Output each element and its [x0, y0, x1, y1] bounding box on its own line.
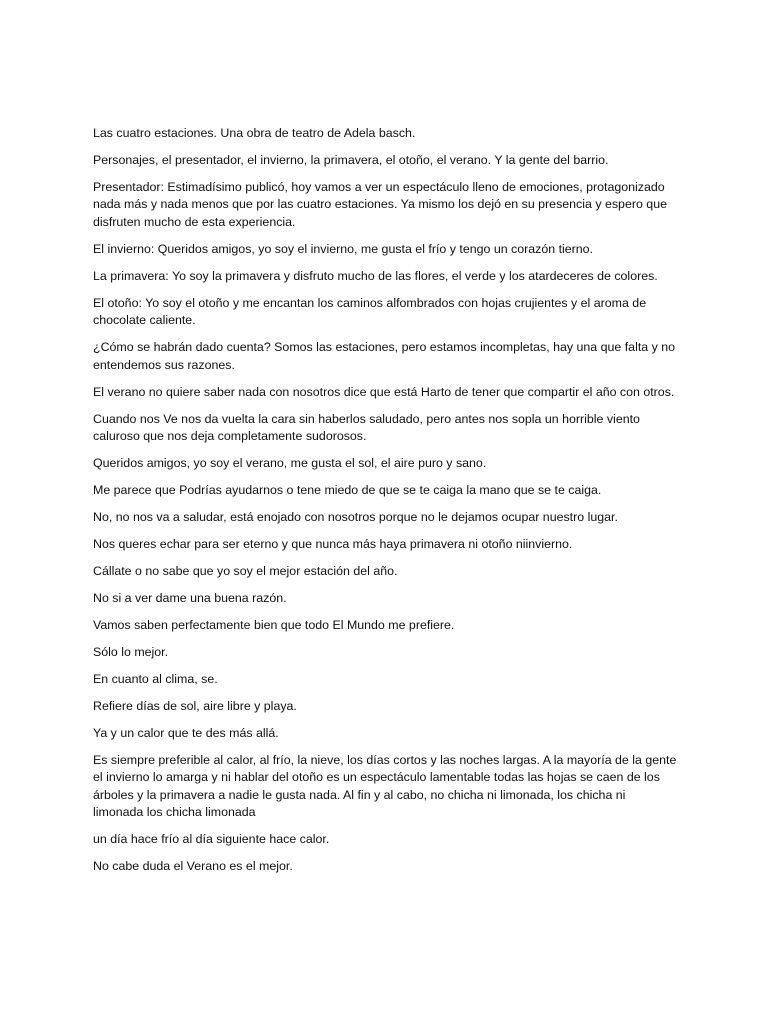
paragraph: En cuanto al clima, se.	[93, 672, 218, 687]
paragraph: Sólo lo mejor.	[93, 645, 169, 660]
paragraph: Vamos saben perfectamente bien que todo El Mundo me prefiere.	[93, 618, 455, 633]
paragraph-title: Las cuatro estaciones. Una obra de teatro de Adela basch.	[93, 126, 416, 140]
paragraph-presenter: Presentador: Estimadísimo publicó, hoy vamos a ver un espectáculo lleno de emociones, protagonizado nada más y nada menos que por las cuatro estaciones. Ya mismo los dejó en su presencia y espero que disfruten mucho de esta experiencia.	[93, 180, 667, 229]
paragraph: un día hace frío al día siguiente hace calor.	[93, 832, 330, 847]
paragraph: No, no nos va a saludar, está enojado con nosotros porque no le dejamos ocupar nuestro lugar.	[93, 510, 618, 525]
paragraph: No si a ver dame una buena razón.	[93, 591, 287, 606]
paragraph: El verano no quiere saber nada con nosotros dice que está Harto de tener que compartir el año con otros.	[93, 384, 675, 399]
paragraph: Ya y un calor que te des más allá.	[93, 726, 279, 741]
paragraph: Queridos amigos, yo soy el verano, me gusta el sol, el aire puro y sano.	[93, 456, 487, 471]
document-body	[93, 125, 678, 885]
paragraph: Es siempre preferible al calor, al frío, la nieve, los días cortos y las noches largas. A la mayoría de la gente el invierno lo amarga y ni hablar del otoño es un espectáculo lamentable todas las hojas se caen de los árboles y la primavera a nadie le gusta nada. Al fin y al cabo, no chicha ni limonada, los chicha ni limonada los chicha limonada	[93, 753, 677, 820]
paragraph: Cállate o no sabe que yo soy el mejor estación del año.	[93, 564, 398, 579]
paragraph: ¿Cómo se habrán dado cuenta? Somos las estaciones, pero estamos incompletas, hay una que falta y no entendemos sus razones.	[93, 340, 676, 372]
paragraph-spring: La primavera: Yo soy la primavera y disfruto mucho de las flores, el verde y los atardeceres de colores.	[93, 268, 658, 283]
paragraph-autumn: El otoño: Yo soy el otoño y me encantan los caminos alfombrados con hojas crujientes y el aroma de chocolate caliente.	[93, 295, 647, 328]
paragraph-characters: Personajes, el presentador, el invierno, la primavera, el otoño, el verano. Y la gente del barrio.	[93, 153, 609, 167]
paragraph: Cuando nos Ve nos da vuelta la cara sin haberlos saludado, pero antes nos sopla un horrible viento caluroso que nos deja completamente sudorosos.	[93, 411, 640, 444]
paragraph-winter: El invierno: Queridos amigos, yo soy el invierno, me gusta el frío y tengo un corazón tierno.	[93, 241, 594, 256]
paragraph: Me parece que Podrías ayudarnos o tene miedo de que se te caiga la mano que se te caiga.	[93, 483, 602, 498]
paragraph: No cabe duda el Verano es el mejor.	[93, 859, 293, 874]
paragraph: Nos queres echar para ser eterno y que nunca más haya primavera ni otoño niinvierno.	[93, 537, 573, 552]
paragraph: Refiere días de sol, aire libre y playa.	[93, 699, 297, 714]
